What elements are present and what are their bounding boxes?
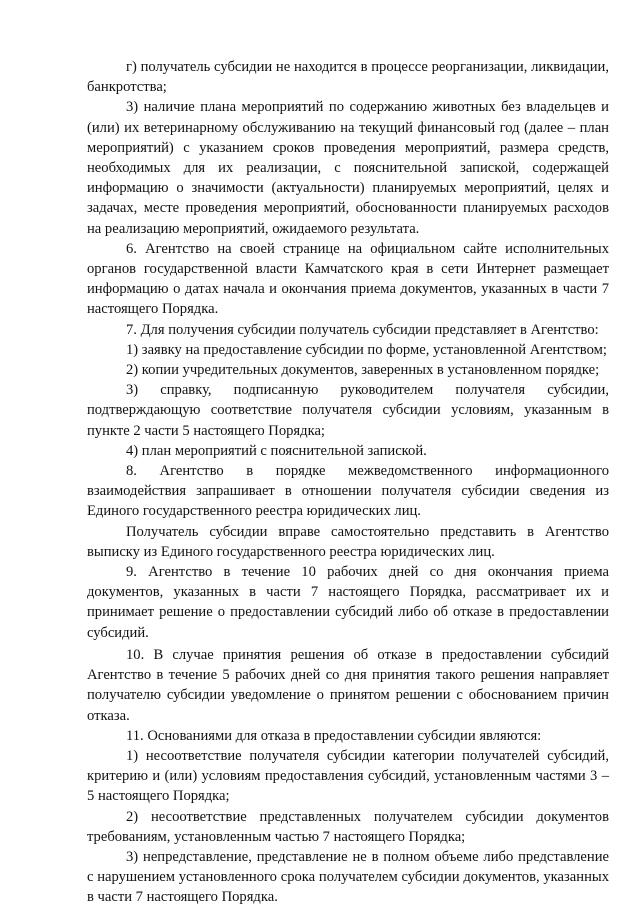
paragraph-section-9: 9. Агентство в течение 10 рабочих дней со дня окончания приема документов, указанных в части 7 настоящего Порядка, рассматривает их и принимает решение о предоставлении субсидий либо об отказе в предоставлении субсидий. — [87, 564, 609, 641]
paragraph-section-7-item-2: 2) копии учредительных документов, заверенных в установленном порядке; — [126, 362, 600, 379]
paragraph-section-11-item-3: 3) непредставление, представление не в полном объеме либо представление с нарушением установленного срока получателем субсидии документов, указанных в части 7 настоящего Порядка. — [87, 848, 609, 906]
paragraph-section-11-item-1: 1) несоответствие получателя субсидии категории получателей субсидий, критерию и (или) условиям предоставления субсидий, установленным частями 3 – 5 настоящего Порядка; — [87, 747, 609, 805]
paragraph-section-11-item-2: 2) несоответствие представленных получателем субсидии документов требованиям, установленным частью 7 настоящего Порядка; — [87, 808, 609, 845]
paragraph-section-8-note: Получатель субсидии вправе самостоятельно представить в Агентство выписку из Единого государственного реестра юридических лиц. — [87, 523, 609, 560]
paragraph-section-7-item-1: 1) заявку на предоставление субсидии по форме, установленной Агентством; — [126, 341, 607, 358]
paragraph-section-7-item-4: 4) план мероприятий с пояснительной запиской. — [126, 442, 427, 459]
paragraph-section-7: 7. Для получения субсидии получатель субсидии представляет в Агентство: — [126, 321, 599, 338]
paragraph-section-7-item-3: 3) справку, подписанную руководителем получателя субсидии, подтверждающую соответствие получателя субсидии условиям, указанным в пункте 2 части 5 настоящего Порядка; — [87, 382, 609, 439]
paragraph-section-11: 11. Основаниями для отказа в предоставлении субсидии являются: — [126, 727, 542, 744]
paragraph-item-3-plan: 3) наличие плана мероприятий по содержанию животных без владельцев и (или) их ветеринарному обслуживанию на текущий финансовый год (далее – план мероприятий) с указанием сроков проведения мероприятий, размера средств, необходимых для их реализации, с пояснительной запиской, содержащей информацию о значимости (актуальности) планируемых мероприятий, целях и задачах, месте проведения мероприятий, обоснованности планируемых расходов на реализацию мероприятий, ожидаемого результата. — [87, 99, 609, 237]
paragraph-section-10: 10. В случае принятия решения об отказе в предоставлении субсидий Агентство в течение 5 рабочих дней со дня принятия такого решения направляет получателю субсидии уведомление о принятом решении с обоснованием причин отказа. — [87, 646, 609, 724]
paragraph-item-g: г) получатель субсидии не находится в процессе реорганизации, ликвидации, банкротства; — [87, 59, 609, 96]
document-page — [87, 57, 609, 908]
paragraph-section-6: 6. Агентство на своей странице на официальном сайте исполнительных органов государственной власти Камчатского края в сети Интернет размещает информацию о датах начала и окончания приема документов, указанных в части 7 настоящего Порядка. — [87, 240, 609, 318]
paragraph-section-8: 8. Агентство в порядке межведомственного информационного взаимодействия запрашивает в отношении получателя субсидии сведения из Единого государственного реестра юридических лиц. — [87, 463, 609, 520]
